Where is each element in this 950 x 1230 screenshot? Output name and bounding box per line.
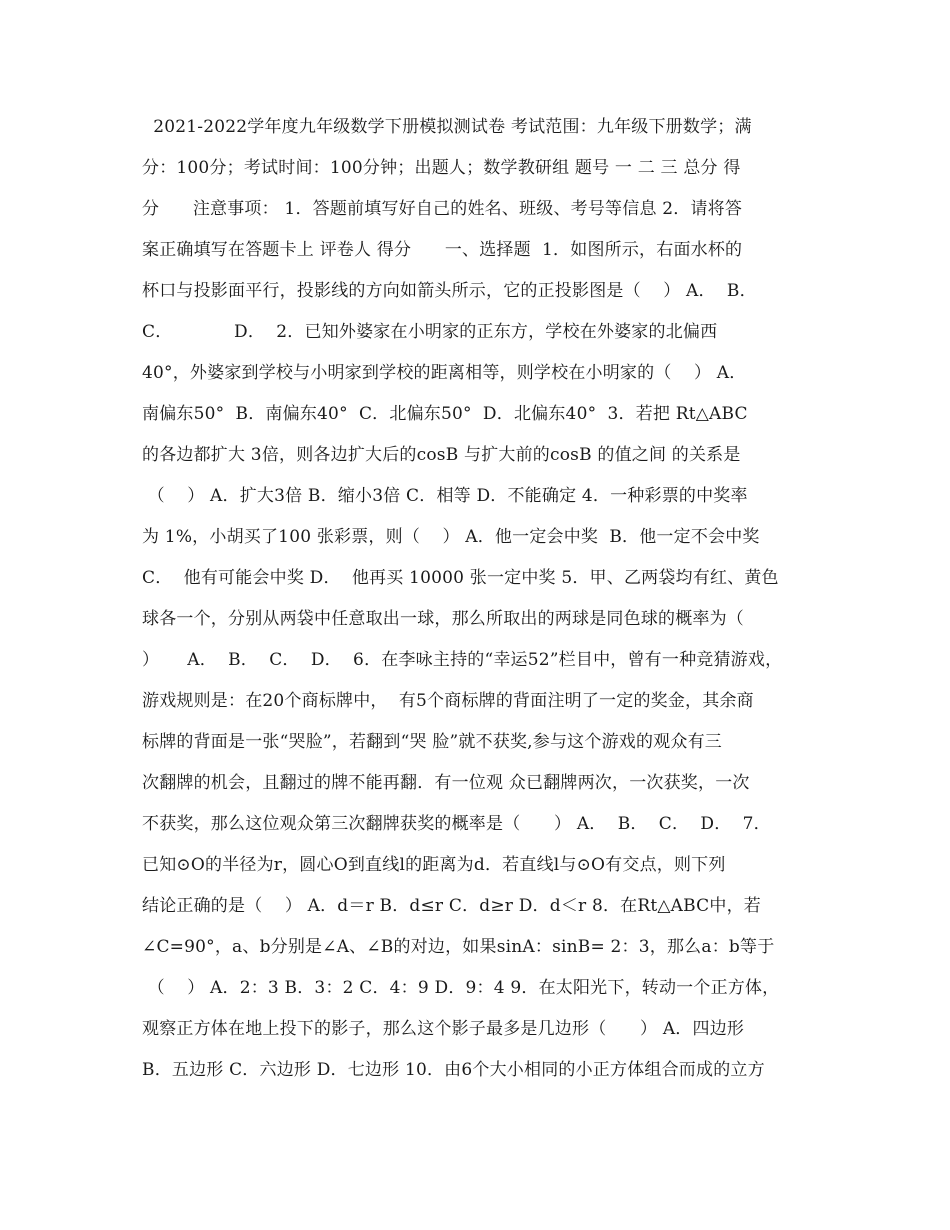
text-line: 结论正确的是（ ） A．d＝r B．d≤r C．d≥r D．d＜r 8．在Rt△ABC中，若 [142,896,761,916]
text-line: 游戏规则是：在20个商标牌中， 有5个商标牌的背面注明了一定的奖金，其余商 [142,691,754,711]
text-line: 分 注意事项： 1．答题前填写好自己的姓名、班级、考号等信息 2．请将答 [142,199,743,219]
text-line: 40°，外婆家到学校与小明家到学校的距离相等，则学校在小明家的（ ） A． [142,363,747,383]
text-line: 不获奖，那么这位观众第三次翻牌获奖的概率是（ ） A． B． C． D． 7． [142,814,771,834]
text-line: 案正确填写在答题卡上 评卷人 得分 一、选择题 1．如图所示，右面水杯的 [142,240,743,260]
text-line: C． D． 2．已知外婆家在小明家的正东方，学校在外婆家的北偏西 [142,322,718,342]
text-line: ） A． B． C． D． 6．在李咏主持的“幸运52”栏目中，曾有一种竞猜游戏， [142,650,783,670]
text-line: 南偏东50° B．南偏东40° C．北偏东50° D．北偏东40° 3．若把 Rt△ABC [142,404,748,424]
text-line: 分：100分；考试时间：100分钟；出题人；数学教研组 题号 一 二 三 总分 得 [142,158,741,178]
text-line: 的各边都扩大 3倍，则各边扩大后的cosB 与扩大前的cosB 的值之间 的关系是 [142,445,741,465]
text-line: 2021-2022学年度九年级数学下册模拟测试卷 考试范围：九年级下册数学；满 [142,117,752,137]
text-line: B．五边形 C．六边形 D．七边形 10．由6个大小相同的小正方体组合而成的立方 [142,1060,765,1080]
text-line: 已知⊙O的半径为r，圆心O到直线l的距离为d．若直线l与⊙O有交点，则下列 [142,855,726,875]
text-line: 球各一个，分别从两袋中任意取出一球，那么所取出的两球是同色球的概率为（ [142,609,744,629]
text-line: 标牌的背面是一张“哭脸”，若翻到“哭 脸”就不获奖,参与这个游戏的观众有三 [142,732,722,752]
text-line: C． 他有可能会中奖 D． 他再买 10000 张一定中奖 5．甲、乙两袋均有红、黄色 [142,568,779,588]
text-line: （ ） A．2：3 B．3：2 C．4：9 D．9：4 9．在太阳光下，转动一个正方体， [142,978,780,998]
text-line: 为 1%，小胡买了100 张彩票，则（ ） A．他一定会中奖 B．他一定不会中奖 [142,527,760,547]
text-line: 次翻牌的机会，且翻过的牌不能再翻．有一位观 众已翻牌两次，一次获奖，一次 [142,773,750,793]
text-line: 杯口与投影面平行，投影线的方向如箭头所示，它的正投影图是（ ） A． B． [142,281,757,301]
text-line: ∠C=90°，a、b分别是∠A、∠B的对边，如果sinA：sinB= 2：3，那么a：b等于 [142,937,775,957]
text-line: （ ） A．扩大3倍 B．缩小3倍 C．相等 D．不能确定 4．一种彩票的中奖率 [142,486,748,506]
text-line: 观察正方体在地上投下的影子，那么这个影子最多是几边形（ ） A．四边形 [142,1019,745,1039]
